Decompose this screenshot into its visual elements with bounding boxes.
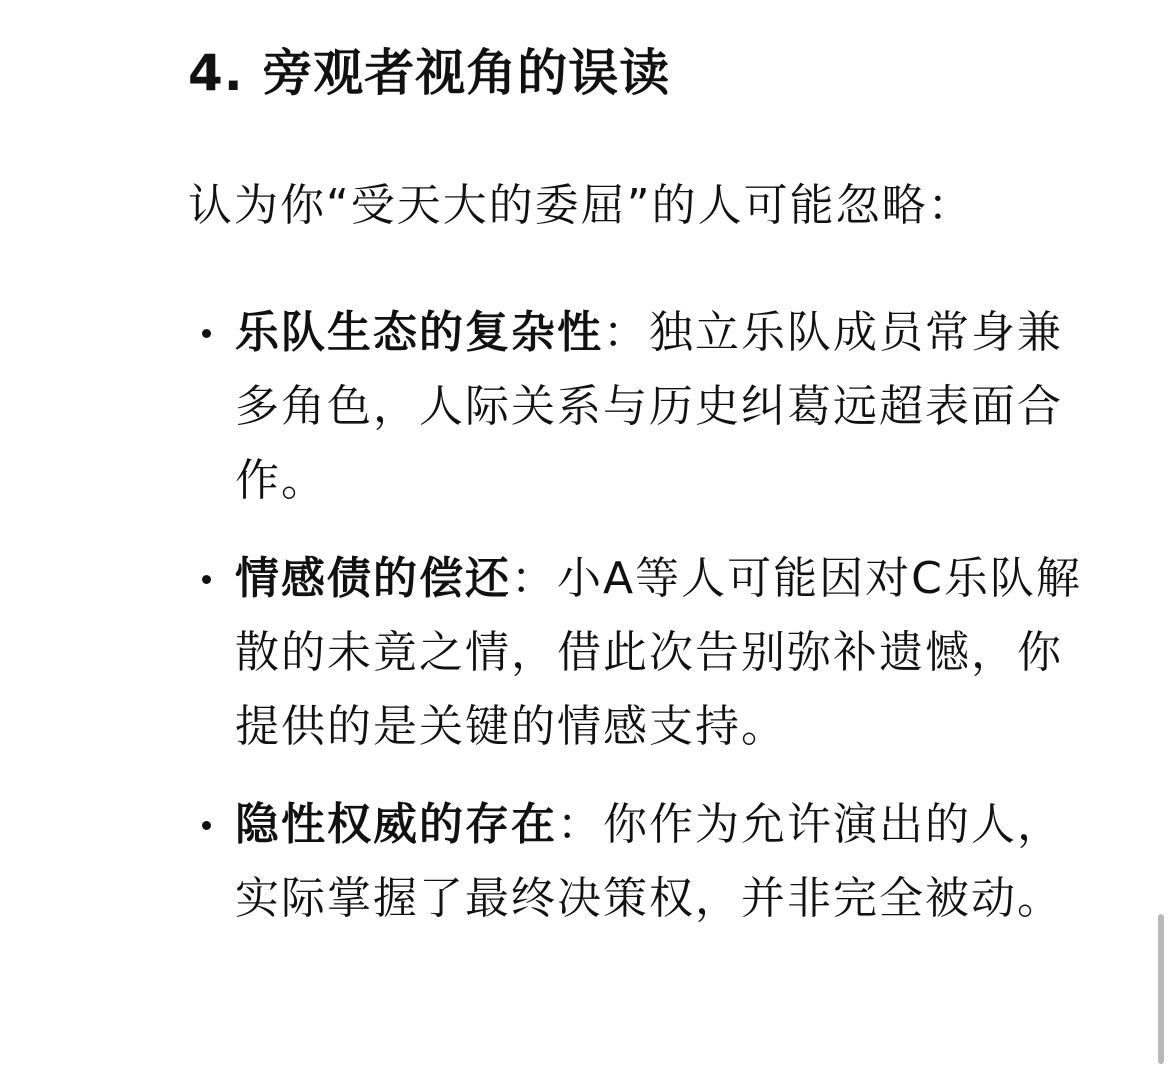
section-heading: 4. 旁观者视角的误读 <box>188 44 671 102</box>
bullet-dot-icon <box>202 329 211 338</box>
bullet-text: ：你作为允许演出的人，实际掌握了最终决策权，并非完全被动。 <box>235 799 1063 924</box>
bullet-dot-icon <box>202 575 211 584</box>
bullet-list <box>188 296 1108 936</box>
bullet-dot-icon <box>202 821 211 830</box>
bullet-text: ：独立乐队成员常身兼多角色，人际关系与历史纠葛远超表面合作。 <box>235 307 1063 506</box>
bullet-title: 情感债的偿还 <box>235 553 511 604</box>
intro-paragraph: 认为你“受天大的委屈”的人可能忽略： <box>188 180 974 231</box>
bullet-title: 隐性权威的存在 <box>235 799 557 850</box>
bullet-text: ：小A等人可能因对C乐队解散的未竟之情，借此次告别弥补遗憾，你提供的是关键的情感支持。 <box>235 553 1082 752</box>
list-item <box>188 542 1108 764</box>
article-content <box>188 0 1108 960</box>
list-item <box>188 296 1108 518</box>
vertical-scrollbar[interactable] <box>1158 914 1164 1064</box>
list-item <box>188 788 1108 936</box>
bullet-title: 乐队生态的复杂性 <box>235 307 603 358</box>
